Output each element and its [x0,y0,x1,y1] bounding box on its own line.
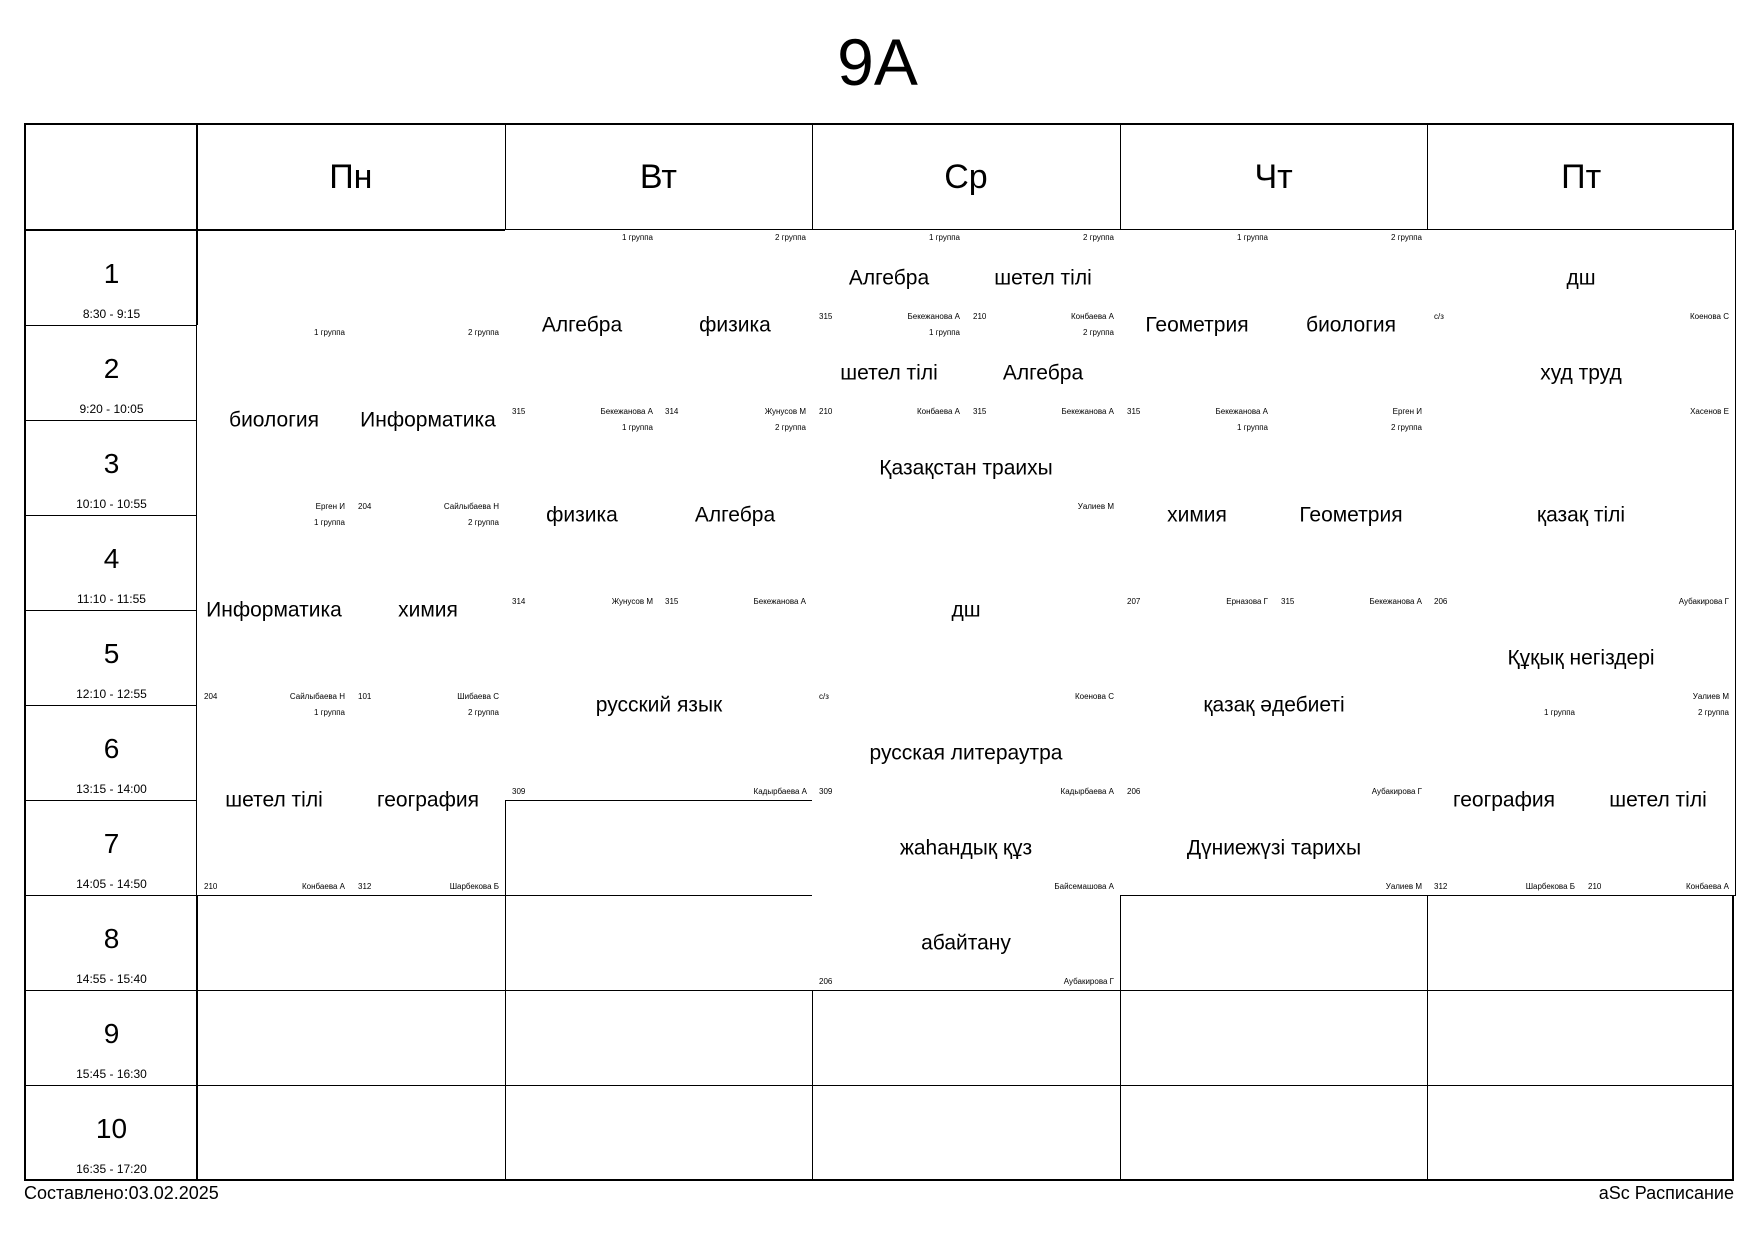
lesson-group: 2 группа [1082,233,1114,242]
lesson-group: 2 группа [467,518,499,527]
lesson-card[interactable] [1120,230,1275,421]
period-number: 2 [103,353,120,384]
lesson-subject: химия [398,598,458,622]
lesson-card[interactable] [505,230,660,421]
lesson-subject: шетел тілі [225,788,323,812]
lesson-teacher: Сайлыбаева Н [443,502,499,511]
day-header: Пн [329,158,373,196]
period-header [26,705,197,800]
lesson-subject: Геометрия [1145,313,1249,337]
lesson-card[interactable] [1427,325,1736,421]
lesson-teacher: Хасенов Е [1690,407,1729,416]
period-time: 11:10 - 11:55 [77,592,146,606]
lesson-teacher: Уалиев М [1077,502,1114,511]
lesson-room: 101 [358,692,372,701]
lesson-teacher: Уалиев М [1385,882,1422,891]
lesson-teacher: Шарбекова Б [449,882,499,891]
lesson-room: с/з [1434,312,1444,321]
lesson-subject: жаһандық құз [899,836,1033,859]
lesson-card[interactable] [351,515,506,706]
lesson-subject: физика [546,503,618,527]
period-header [26,1085,197,1180]
lesson-teacher: Бекежанова А [907,312,960,321]
lesson-room: 210 [1588,882,1602,891]
lesson-group: 1 группа [928,328,960,337]
lesson-subject: география [377,788,479,812]
lesson-card[interactable] [658,230,813,421]
lesson-card[interactable] [1427,230,1736,326]
lesson-teacher: Конбаева А [1686,882,1729,891]
lesson-room: 210 [973,312,987,321]
lesson-subject: русская литераутра [869,741,1063,764]
period-number: 5 [103,638,120,669]
period-time: 8:30 - 9:15 [82,307,141,321]
lesson-room: 206 [1127,787,1141,796]
lesson-group: 1 группа [1236,423,1268,432]
lesson-subject: Дүниежүзі тарихы [1186,836,1362,859]
lesson-subject: шетел тілі [994,266,1092,289]
lesson-room: 309 [819,787,833,796]
lesson-group: 1 группа [313,328,345,337]
lesson-teacher: Кадырбаева А [1060,787,1114,796]
lesson-teacher: Уалиев М [1692,692,1729,701]
period-time: 9:20 - 10:05 [79,402,144,416]
lesson-room: 206 [1434,597,1448,606]
lesson-room: 206 [819,977,833,986]
lesson-teacher: Аубакирова Г [1678,597,1729,606]
lesson-card[interactable] [1427,705,1582,896]
day-header: Пт [1561,158,1602,196]
lesson-teacher: Жунусов М [611,597,653,606]
row-divider [26,1085,1732,1086]
lesson-card[interactable] [812,705,1121,801]
period-time: 13:15 - 14:00 [76,782,147,796]
lesson-room: 312 [358,882,372,891]
footer-app-name: aSc Расписание [1598,1183,1734,1203]
period-header [26,325,197,420]
lesson-subject: химия [1167,503,1227,527]
lesson-room: 210 [204,882,218,891]
lesson-room: 315 [973,407,987,416]
lesson-subject: биология [1306,313,1396,337]
period-header [26,800,197,895]
lesson-room: 204 [204,692,218,701]
lesson-card[interactable] [1120,800,1429,896]
lesson-group: 2 группа [467,708,499,717]
lesson-teacher: Бекежанова А [1215,407,1268,416]
lesson-teacher: Ерназова Г [1226,597,1268,606]
lesson-group: 2 группа [1390,233,1422,242]
lesson-group: 2 группа [774,423,806,432]
period-number: 1 [103,258,120,289]
lesson-subject: Геометрия [1299,503,1403,527]
lesson-teacher: Байсемашова А [1054,882,1114,891]
period-time: 16:35 - 17:20 [76,1162,147,1176]
period-time: 14:05 - 14:50 [76,877,147,891]
lesson-card[interactable] [505,420,660,611]
lesson-subject: биология [229,408,319,432]
lesson-card[interactable] [1427,610,1736,706]
period-number: 6 [103,733,120,764]
lesson-subject: дш [951,598,981,622]
period-time: 12:10 - 12:55 [76,687,147,701]
day-header: Чт [1254,158,1293,196]
lesson-room: 210 [819,407,833,416]
lesson-group: 1 группа [621,233,653,242]
lesson-card[interactable] [1274,420,1429,611]
lesson-teacher: Конбаева А [1071,312,1114,321]
day-header: Ср [944,158,988,196]
lesson-card[interactable] [351,705,506,896]
lesson-room: 314 [512,597,526,606]
period-time: 14:55 - 15:40 [76,972,147,986]
lesson-card[interactable] [197,705,352,896]
lesson-card[interactable] [812,515,1121,706]
lesson-teacher: Коенова С [1689,312,1729,321]
lesson-group: 1 группа [1543,708,1575,717]
timetable-grid [24,123,1734,1181]
lesson-teacher: Бекежанова А [753,597,806,606]
lesson-subject: дш [1566,266,1596,289]
lesson-room: 309 [512,787,526,796]
period-header [26,230,197,325]
period-number: 3 [103,448,120,479]
period-time: 15:45 - 16:30 [76,1067,147,1081]
period-header [26,420,197,515]
period-header [26,895,197,990]
lesson-group: 1 группа [1236,233,1268,242]
lesson-group: 1 группа [313,518,345,527]
lesson-card[interactable] [1581,705,1736,896]
period-header [26,610,197,705]
period-header [26,515,197,610]
lesson-room: 207 [1127,597,1141,606]
lesson-card[interactable] [966,325,1121,421]
lesson-group: 2 группа [1390,423,1422,432]
lesson-subject: география [1453,788,1555,812]
lesson-subject: Алгебра [848,266,930,289]
lesson-subject: Информатика [360,408,496,432]
lesson-room: 315 [1127,407,1141,416]
lesson-group: 2 группа [774,233,806,242]
lesson-card[interactable] [1120,420,1275,611]
lesson-card[interactable] [812,325,967,421]
lesson-subject: Алгебра [694,503,776,527]
lesson-subject: худ труд [1540,361,1622,384]
period-number: 8 [103,923,120,954]
lesson-group: 1 группа [928,233,960,242]
lesson-subject: абайтану [921,931,1011,954]
page-title: 9А [837,25,918,99]
lesson-card[interactable] [1120,610,1429,801]
lesson-card[interactable] [197,515,352,706]
lesson-card[interactable] [351,325,506,516]
lesson-teacher: Шибаева С [457,692,499,701]
lesson-teacher: Кадырбаева А [753,787,807,796]
lesson-card[interactable] [505,610,814,801]
lesson-subject: Алгебра [541,313,623,337]
lesson-card[interactable] [812,895,1121,991]
lesson-teacher: Аубакирова Г [1063,977,1114,986]
lesson-subject: физика [699,313,771,337]
lesson-room: 204 [358,502,372,511]
lesson-teacher: Бекежанова А [1369,597,1422,606]
lesson-subject: қазақ әдебиеті [1203,693,1345,717]
lesson-teacher: Бекежанова А [1061,407,1114,416]
lesson-group: 1 группа [621,423,653,432]
period-number: 9 [103,1018,120,1049]
lesson-subject: Алгебра [1002,361,1084,384]
lesson-card[interactable] [812,420,1121,516]
lesson-subject: шетел тілі [1609,788,1707,812]
lesson-teacher: Конбаева А [302,882,345,891]
lesson-room: 315 [665,597,679,606]
lesson-teacher: Сайлыбаева Н [289,692,345,701]
lesson-card[interactable] [1427,420,1736,611]
lesson-subject: русский язык [595,693,723,717]
lesson-subject: Информатика [206,598,342,622]
lesson-subject: Қазақстан траихы [879,456,1053,479]
lesson-group: 2 группа [1082,328,1114,337]
lesson-room: 312 [1434,882,1448,891]
period-number: 10 [95,1113,128,1144]
period-time: 10:10 - 10:55 [76,497,147,511]
lesson-teacher: Коенова С [1074,692,1114,701]
lesson-card[interactable] [812,230,967,326]
lesson-card[interactable] [966,230,1121,326]
lesson-room: 314 [665,407,679,416]
lesson-card[interactable] [658,420,813,611]
footer-created-date: Составлено:03.02.2025 [24,1183,219,1203]
lesson-subject: шетел тілі [840,361,938,384]
lesson-room: 315 [819,312,833,321]
lesson-subject: Құқық негіздері [1507,646,1655,669]
lesson-teacher: Конбаева А [917,407,960,416]
period-header [26,990,197,1085]
lesson-card[interactable] [197,325,352,516]
lesson-group: 2 группа [1697,708,1729,717]
lesson-room: 315 [1281,597,1295,606]
lesson-group: 2 группа [467,328,499,337]
lesson-teacher: Ерген И [1392,407,1422,416]
period-number: 7 [103,828,120,859]
lesson-teacher: Бекежанова А [600,407,653,416]
lesson-card[interactable] [1274,230,1429,421]
lesson-group: 1 группа [313,708,345,717]
lesson-room: 315 [512,407,526,416]
lesson-teacher: Жунусов М [764,407,806,416]
lesson-subject: қазақ тілі [1536,503,1626,527]
lesson-teacher: Шарбекова Б [1525,882,1575,891]
lesson-teacher: Аубакирова Г [1371,787,1422,796]
lesson-teacher: Ерген И [315,502,345,511]
day-header: Вт [639,158,677,196]
lesson-room: с/з [819,692,829,701]
period-number: 4 [103,543,120,574]
lesson-card[interactable] [812,800,1121,896]
